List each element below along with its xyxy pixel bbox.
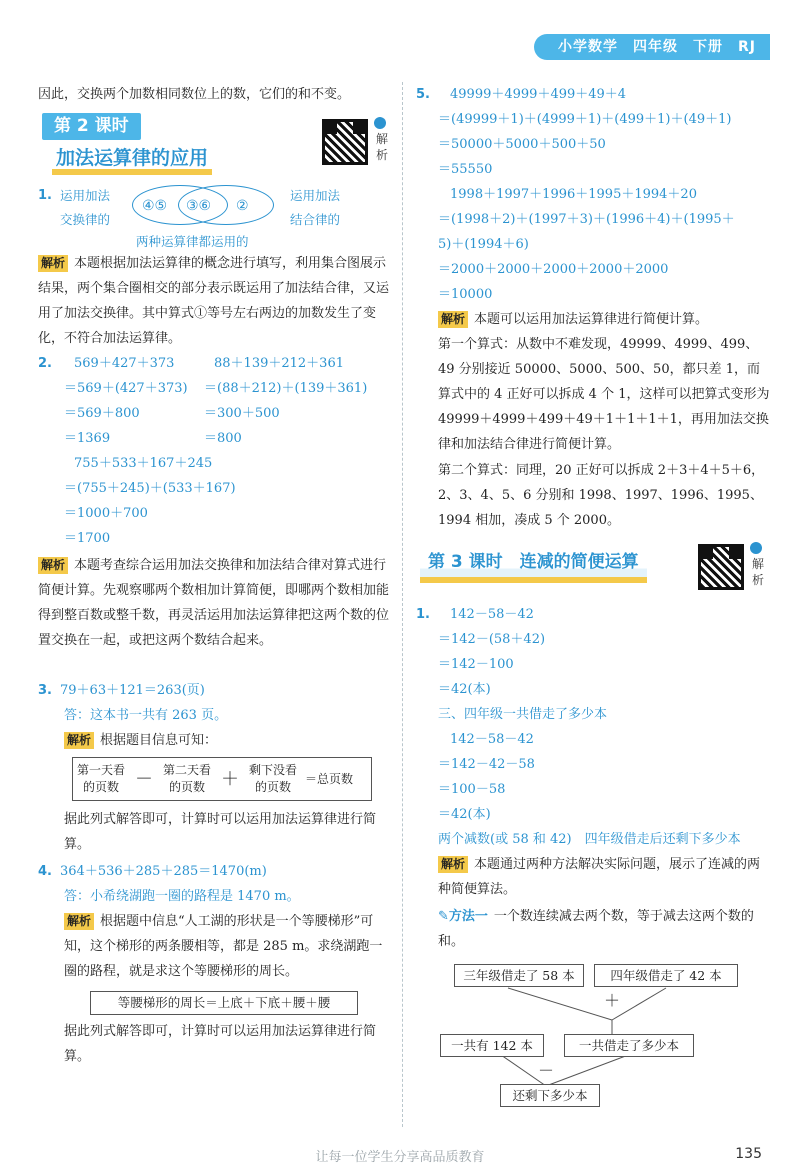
analysis-label: 解析 (38, 255, 68, 272)
question-text: 三、四年级一共借走了多少本 (438, 707, 608, 722)
flow-box: 还剩下多少本 (500, 1084, 600, 1107)
analysis (38, 728, 390, 753)
equation: 569＋427＋373 (74, 356, 175, 371)
note-text: 据此列式解答即可，计算时可以运用加法运算律进行简算。 (64, 812, 377, 852)
venn-value: ④⑤ (142, 198, 168, 214)
equation: 142－58－42 (450, 732, 534, 747)
analysis-label: 解析 (64, 732, 94, 749)
equation: ＝(49999＋1)＋(4999＋1)＋(499＋1)＋(49＋1) (438, 112, 732, 127)
equation: ＝42(本) (438, 807, 491, 822)
equation: ＝1000＋700 (64, 506, 148, 521)
analysis-text: 本题根据加法运算律的概念进行填写，利用集合图展示结果，两个集合圈相交的部分表示既运用了加法结合律，又运用了加法交换律。其中算式①等号左右两边的加数发生了变化，不符合加法运算律。 (38, 256, 390, 346)
lesson-2-header (38, 111, 390, 181)
equation: ＝142－(58＋42) (438, 632, 546, 647)
q4-equation: 4. 364＋536＋285＋285＝1470(m) (38, 859, 390, 884)
analysis (38, 251, 390, 351)
analysis-text: 根据题中信息“人工湖的形状是一个等腰梯形”可知，这个梯形的两条腰相等，都是 285 m。求绕湖跑一圈的路程，就是求这个等腰梯形的周长。 (64, 914, 383, 979)
equation: ＝142－42－58 (438, 757, 535, 772)
method-label: 方法一 (448, 909, 488, 924)
lesson-3-header (416, 542, 772, 602)
analysis (38, 551, 390, 678)
lesson-2-number: 第 2 课时 (42, 113, 141, 140)
equation: ＝569＋800 (64, 406, 140, 421)
analysis-label: 解析 (438, 856, 468, 873)
analysis-label: 解析 (38, 557, 68, 574)
analysis-paragraph: 第二个算式：同理，20 正好可以拆成 2＋3＋4＋5＋6，2、3、4、5、6 分别和 1998、1997、1996、1995、1994 相加，凑成 5 个 2000。 (438, 463, 765, 528)
analysis (416, 852, 772, 904)
equation: ＝55550 (438, 162, 493, 177)
equation: ＝1700 (64, 531, 111, 546)
equation: ＝(1998＋2)＋(1997＋3)＋(1996＋4)＋(1995＋ (438, 212, 735, 227)
venn-diagram (38, 183, 390, 251)
analysis-text: 根据题目信息可知： (100, 733, 218, 748)
flow-box: 一共借走了多少本 (564, 1034, 694, 1057)
method (416, 904, 772, 956)
plus-sign: ＋ (604, 991, 621, 1010)
equation: ＝(755＋245)＋(533＋167) (64, 481, 236, 496)
equation: ＝42(本) (438, 682, 491, 697)
equation: ＝800 (204, 431, 242, 446)
analysis-paragraph: 第一个算式：从数中不难发现，49999、4999、499、49 分别接近 50000、5000、500、50，都只差 1，而算式中的 4 正好可以拆成 4 个 1，这样可以把算式变形为 49999＋4999＋499＋49＋1＋1＋1＋1，再用加法交换律和加法结合律进行简便计算。 (438, 337, 770, 452)
equation: 755＋533＋167＋245 (74, 456, 213, 471)
play-icon (374, 117, 386, 129)
venn-label: 运用加法 (290, 188, 341, 203)
venn-label: 运用加法 (60, 188, 111, 203)
play-icon (750, 542, 762, 554)
equation: 88＋139＋212＋361 (214, 356, 344, 371)
q5-block (416, 82, 772, 307)
venn-label: 交换律的 (60, 212, 111, 227)
question-number: 4. (38, 864, 52, 879)
q3-answer: 答：这本书一共有 263 页。 (64, 708, 228, 723)
left-column (38, 82, 390, 1071)
flow-box: 一共有 142 本 (440, 1034, 544, 1057)
footer-slogan: 让每一位学生分享高品质教育 (315, 1150, 485, 1165)
analysis-label: 解析 (438, 311, 468, 328)
analysis (38, 909, 390, 987)
equation: ＝569＋(427＋373) (64, 381, 188, 396)
formula-box: 第一天看 的页数 － 第二天看 的页数 ＋ 剩下没看 的页数 ＝总页数 (72, 757, 372, 801)
equation: 5)＋(1994＋6) (438, 237, 529, 252)
question-number: 5. (416, 87, 430, 102)
lesson-3-title: 第 3 课时 连减的简便运算 (420, 548, 647, 583)
analysis-label: 解析 (64, 913, 94, 930)
q2-block (38, 351, 390, 451)
equation: ＝(88＋212)＋(139＋361) (204, 381, 368, 396)
q2-c-block (38, 451, 390, 551)
column-divider (402, 82, 403, 1127)
flow-diagram (416, 962, 772, 1112)
venn-value: ③⑥ (186, 198, 212, 214)
intro-text: 因此，交换两个加数相同数位上的数，它们的和不变。 (38, 87, 351, 102)
method-text: 一个数连续减去两个数，等于减去这两个数的和。 (438, 909, 754, 949)
analysis-text: 本题通过两种方法解决实际问题，展示了连减的两种简便算法。 (438, 857, 761, 897)
formula-box: 等腰梯形的周长＝上底＋下底＋腰＋腰 (90, 991, 358, 1015)
venn-label: 两种运算律都运用的 (136, 234, 249, 249)
analysis (416, 307, 772, 332)
question-number: 1. (38, 188, 52, 203)
equation: ＝1369 (64, 431, 111, 446)
lesson-2-title: 加法运算律的应用 (52, 147, 212, 175)
question-number: 3. (38, 683, 52, 698)
equation: ＝2000＋2000＋2000＋2000＋2000 (438, 262, 669, 277)
equation: 49999＋4999＋499＋49＋4 (450, 87, 627, 102)
venn-label: 结合律的 (290, 212, 341, 227)
equation: ＝50000＋5000＋500＋50 (438, 137, 606, 152)
pencil-icon: ✎ (438, 909, 449, 924)
flow-box: 三年级借走了 58 本 (454, 964, 584, 987)
equation: ＝100－58 (438, 782, 506, 797)
equation: ＝300＋500 (204, 406, 280, 421)
q4-answer: 答：小希绕湖跑一圈的路程是 1470 m。 (64, 889, 300, 904)
book-info-tag: 小学数学 四年级 下册 RJ (534, 34, 770, 60)
question-number: 2. (38, 356, 52, 371)
analysis-text: 本题可以运用加法运算律进行简便计算。 (474, 312, 709, 327)
equation: 1998＋1997＋1996＋1995＋1994＋20 (450, 187, 697, 202)
q3-equation: 3. 79＋63＋121＝263(页) (38, 678, 390, 703)
qr-label: 解析 (752, 557, 765, 587)
qr-code-icon[interactable] (322, 119, 368, 165)
analysis-text: 本题考查综合运用加法交换律和加法结合律对算式进行简便计算。先观察哪两个数相加计算简便，即哪两个数相加能得到整百数或整千数，再灵活运用加法运算律把这两个数的位置交换在一起，或把这两个数结合起来。 (38, 558, 390, 648)
minus-sign: － (538, 1061, 555, 1080)
flow-box: 四年级借走了 42 本 (594, 964, 738, 987)
question-number: 1. (416, 607, 430, 622)
qr-code-icon[interactable] (698, 544, 744, 590)
right-column (416, 82, 772, 1112)
equation: 142－58－42 (450, 607, 534, 622)
venn-value: ② (236, 198, 249, 214)
r1-block (416, 602, 772, 852)
equation: ＝142－100 (438, 657, 514, 672)
note-text: 据此列式解答即可，计算时可以运用加法运算律进行简算。 (64, 1024, 377, 1064)
page-number: 135 (735, 1146, 762, 1162)
qr-label: 解析 (376, 132, 389, 162)
equation: ＝10000 (438, 287, 493, 302)
fill-answer: 两个减数(或 58 和 42) 四年级借走后还剩下多少本 (438, 832, 741, 847)
